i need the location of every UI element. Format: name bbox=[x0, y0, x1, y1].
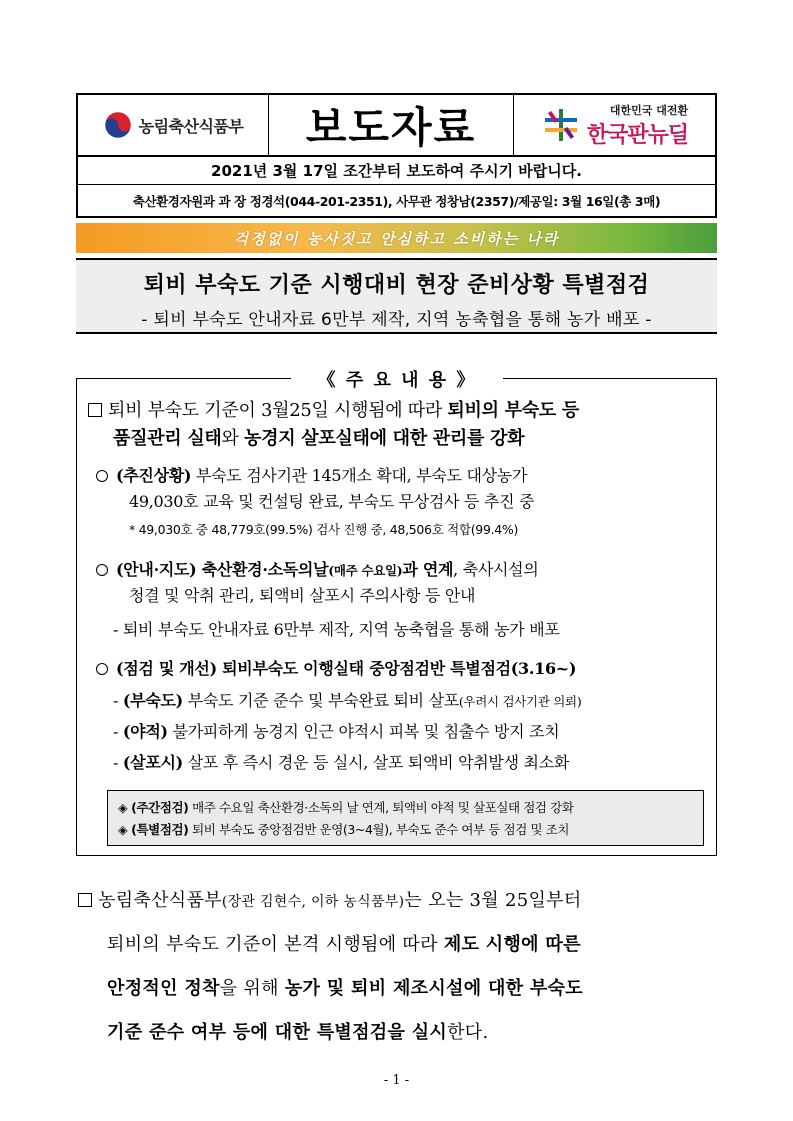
doc-type-title: 보도자료 bbox=[269, 95, 514, 155]
special-inspection-line: ◈ (특별점검) 퇴비 부숙도 중앙점검반 운영(3~4월), 부숙도 준수 여부 등 점검 및 조치 bbox=[118, 822, 570, 837]
inspection-summary-box bbox=[107, 790, 704, 846]
brand-subtitle: 대한민국 대전환 bbox=[609, 103, 689, 117]
new-deal-mark-icon bbox=[541, 107, 581, 143]
ministry-logo bbox=[103, 110, 244, 140]
body-line-4: 기준 준수 여부 등에 대한 특별점검을 실시한다. bbox=[107, 1022, 489, 1043]
bullet-circle-icon bbox=[96, 663, 108, 675]
bullet-circle-icon bbox=[96, 564, 108, 576]
point-2-sub: - 퇴비 부숙도 안내자료 6만부 제작, 지역 농축협을 통해 농가 배포 bbox=[113, 620, 560, 639]
summary-intro-line2: 품질관리 실태와 농경지 살포실태에 대한 관리를 강화 bbox=[113, 428, 525, 449]
embargo-notice: 2021년 3월 17일 조간부터 보도하여 주시기 바랍니다. bbox=[76, 157, 717, 185]
slogan-text: 걱정없이 농사짓고 안심하고 소비하는 나라 bbox=[233, 229, 560, 248]
point-3-line1: (점검 및 개선) 퇴비부숙도 이행실태 중앙점검반 특별점검(3.16~) bbox=[96, 656, 576, 679]
point-1-line2: 49,030호 교육 및 컨설팅 완료, 부숙도 무상검사 등 추진 중 bbox=[129, 492, 535, 511]
ministry-logo-cell bbox=[78, 95, 269, 155]
new-deal-logo-cell bbox=[514, 95, 715, 155]
body-line-1: 농림축산식품부(장관 김현수, 이하 농식품부)는 오는 3월 25일부터 bbox=[78, 886, 582, 912]
point-1-line1: (추진상황) 부숙도 검사기관 145개소 확대, 부숙도 대상농가 bbox=[96, 463, 527, 486]
weekly-inspection-line: ◈ (주간점검) 매주 수요일 축산환경·소독의 날 연계, 퇴액비 야적 및 살포실태 점검 강화 bbox=[118, 800, 574, 815]
new-deal-logo bbox=[541, 102, 688, 149]
page-number: - 1 - bbox=[383, 1073, 410, 1088]
point-3-sub-1: - (부숙도) 부숙도 기준 준수 및 부숙완료 퇴비 살포(우려시 검사기관 의뢰) bbox=[113, 691, 582, 710]
headline-title: 퇴비 부숙도 기준 시행대비 현장 준비상황 특별점검 bbox=[143, 273, 650, 298]
point-1-note: * 49,030호 중 48,779호(99.5%) 검사 진행 중, 48,506호 적합(99.4%) bbox=[129, 522, 519, 537]
checkbox-square-icon bbox=[88, 403, 102, 417]
point-2-line1: (안내·지도) 축산환경·소독의날(매주 수요일)과 연계, 축사시설의 bbox=[96, 557, 539, 580]
header-table bbox=[76, 93, 717, 157]
slogan-banner bbox=[76, 223, 717, 253]
point-3-sub-3: - (살포시) 살포 후 즉시 경운 등 실시, 살포 퇴액비 악취발생 최소화 bbox=[113, 753, 570, 772]
ministry-name: 농림축산식품부 bbox=[138, 116, 244, 136]
headline-box bbox=[76, 258, 717, 334]
summary-heading: 《 주 요 내 용 》 bbox=[291, 366, 503, 392]
summary-intro-line1: 퇴비 부숙도 기준이 3월25일 시행됨에 따라 퇴비의 부숙도 등 bbox=[88, 396, 579, 422]
contact-info: 축산환경자원과 과 장 정경석(044-201-2351), 사무관 정창남(2357)/제공일: 3월 16일(총 3매) bbox=[76, 185, 717, 218]
bullet-circle-icon bbox=[96, 470, 108, 482]
checkbox-square-icon bbox=[78, 893, 92, 907]
body-line-3: 안정적인 정착을 위해 농가 및 퇴비 제조시설에 대한 부숙도 bbox=[107, 978, 583, 999]
headline-subtitle: - 퇴비 부숙도 안내자료 6만부 제작, 지역 농축협을 통해 농가 배포 - bbox=[141, 310, 652, 330]
point-2-line2: 청결 및 악취 관리, 퇴액비 살포시 주의사항 등 안내 bbox=[129, 586, 476, 605]
body-line-2: 퇴비의 부숙도 기준이 본격 시행됨에 따라 제도 시행에 따른 bbox=[107, 934, 581, 955]
point-3-sub-2: - (야적) 불가피하게 농경지 인근 야적시 피복 및 침출수 방지 조치 bbox=[113, 722, 560, 741]
brand-title: 한국판뉴딜 bbox=[586, 122, 689, 148]
taegeuk-icon bbox=[103, 110, 133, 140]
